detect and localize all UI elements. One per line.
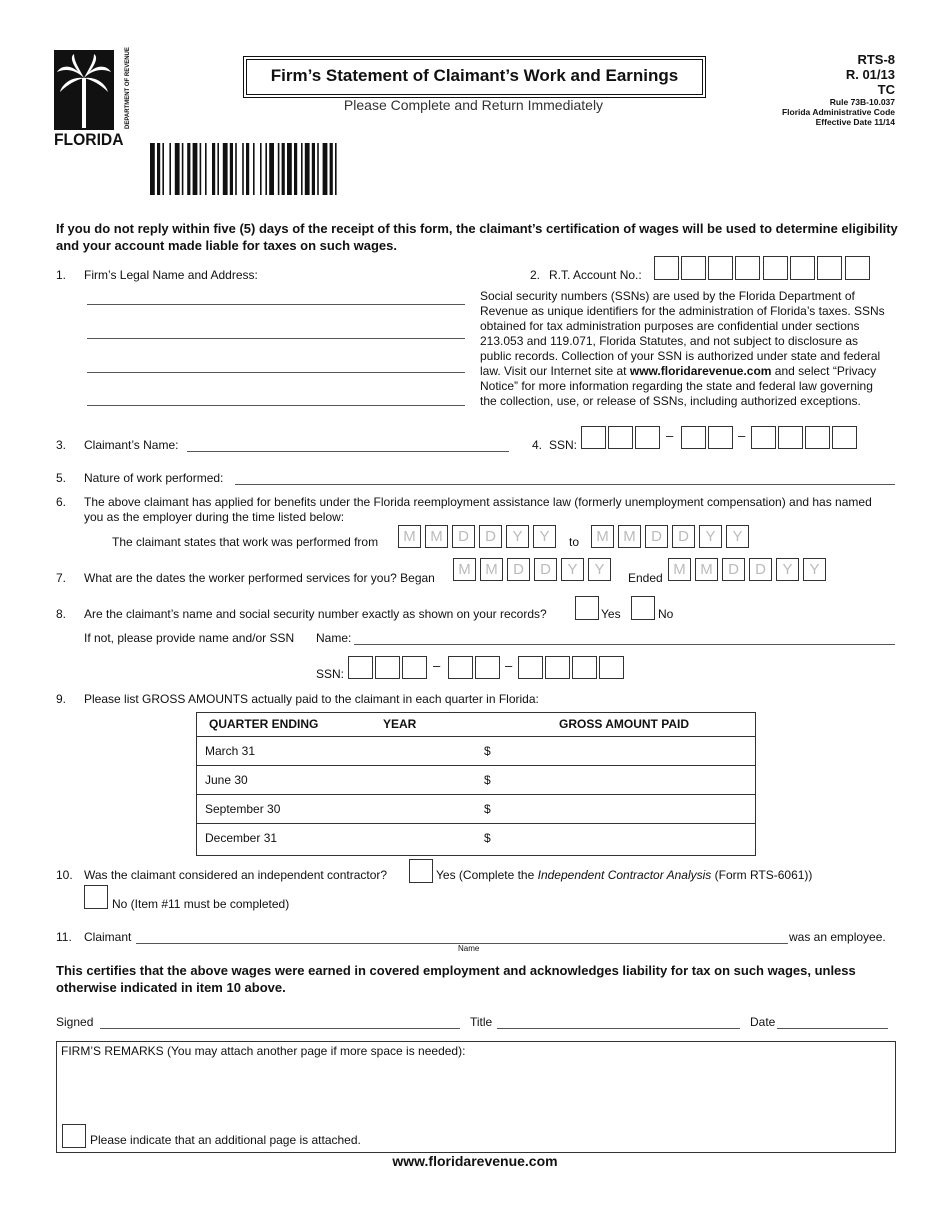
claimant-name-line[interactable] <box>187 437 509 452</box>
item4-label: SSN: <box>549 438 578 452</box>
account-digit-box[interactable] <box>735 256 760 280</box>
item7-number: 7. <box>56 571 67 585</box>
date-digit-box[interactable]: M <box>453 558 476 581</box>
item11-number: 11. <box>56 930 72 944</box>
form-tc: TC <box>877 82 895 97</box>
item8-question: Are the claimant’s name and social security number exactly as shown on your records? <box>84 607 547 621</box>
signature-line[interactable] <box>100 1014 460 1029</box>
form-meta <box>695 52 895 127</box>
date-digit-box[interactable]: M <box>668 558 691 581</box>
remarks-label: FIRM’S REMARKS (You may attach another page if more space is needed): <box>61 1044 466 1058</box>
ssn-digit-box[interactable] <box>348 656 373 679</box>
privacy-text-after: and select “Privacy Notice” for more information regarding the state and federal law governing the collection, use, or release of SSNs, including authorized exceptions. <box>480 364 877 408</box>
item9-label: Please list GROSS AMOUNTS actually paid to the claimant in each quarter in Florida: <box>84 692 539 706</box>
ssn-digit-box[interactable] <box>475 656 500 679</box>
date-digit-box[interactable]: M <box>425 525 448 548</box>
palm-tree-icon <box>54 50 114 130</box>
logo-text: FLORIDA <box>54 130 124 149</box>
table-row[interactable] <box>197 824 755 852</box>
item9-number: 9. <box>56 692 67 706</box>
item8-name-label: Name: <box>316 631 352 645</box>
date-digit-box[interactable]: D <box>645 525 668 548</box>
table-row[interactable] <box>197 737 755 766</box>
account-digit-box[interactable] <box>654 256 679 280</box>
item5-label: Nature of work performed: <box>84 471 224 485</box>
ssn-digit-box[interactable] <box>599 656 624 679</box>
firm-name-line-3[interactable] <box>87 358 465 373</box>
date-digit-box[interactable]: D <box>479 525 502 548</box>
date-digit-box[interactable]: D <box>507 558 530 581</box>
item8-name-line[interactable] <box>354 630 895 645</box>
title-box <box>243 56 706 98</box>
item11-name-line[interactable] <box>136 929 788 944</box>
date-digit-box[interactable]: Y <box>699 525 722 548</box>
table-row[interactable] <box>197 795 755 824</box>
logo-vertical-text: DEPARTMENT OF REVENUE <box>125 47 131 129</box>
item11-suffix: was an employee. <box>789 930 886 944</box>
footer-url[interactable]: www.floridarevenue.com <box>392 1153 558 1169</box>
item8-yes-label: Yes <box>601 607 621 621</box>
signed-label: Signed <box>56 1015 94 1029</box>
additional-page-label: Please indicate that an additional page is attached. <box>90 1133 361 1147</box>
privacy-notice <box>480 289 892 409</box>
header-year: YEAR <box>383 717 417 731</box>
form-effective: Effective Date 11/14 <box>815 117 895 127</box>
item10-yes-post: (Form RTS-6061)) <box>711 868 813 882</box>
firm-name-line-2[interactable] <box>87 324 465 339</box>
row-dollar: $ <box>484 773 491 787</box>
date-digit-box[interactable]: M <box>695 558 718 581</box>
account-digit-box[interactable] <box>708 256 733 280</box>
form-revision: R. 01/13 <box>845 67 895 82</box>
account-digit-box[interactable] <box>763 256 788 280</box>
florida-dor-logo <box>54 47 131 150</box>
header-gross: GROSS AMOUNT PAID <box>559 717 690 731</box>
ssn-digit-box[interactable] <box>448 656 473 679</box>
additional-page-checkbox[interactable] <box>62 1124 86 1148</box>
form-rule: Rule 73B-10.037 <box>829 97 895 107</box>
date-digit-box[interactable]: M <box>480 558 503 581</box>
item6-number: 6. <box>56 495 67 509</box>
title-label: Title <box>470 1015 493 1029</box>
ssn-digit-box[interactable] <box>832 426 857 449</box>
page-subtitle: Please Complete and Return Immediately <box>343 97 604 113</box>
item8-yes-checkbox[interactable] <box>575 596 599 620</box>
ssn-digit-box[interactable] <box>572 656 597 679</box>
header-quarter: QUARTER ENDING <box>209 717 319 731</box>
ssn-dash: – <box>738 428 746 443</box>
account-digit-box[interactable] <box>790 256 815 280</box>
item8-no-checkbox[interactable] <box>631 596 655 620</box>
item2-label: R.T. Account No.: <box>549 268 642 282</box>
ssn-digit-box[interactable] <box>402 656 427 679</box>
row-quarter: September 30 <box>205 802 281 816</box>
item8-no-label: No <box>658 607 674 621</box>
form-code: Florida Administrative Code <box>781 107 895 117</box>
table-row[interactable] <box>197 766 755 795</box>
ssn-digit-box[interactable] <box>581 426 606 449</box>
title-line[interactable] <box>497 1014 740 1029</box>
date-digit-box[interactable]: D <box>672 525 695 548</box>
nature-of-work-line[interactable] <box>235 470 895 485</box>
ssn-digit-box[interactable] <box>708 426 733 449</box>
date-digit-box[interactable]: D <box>722 558 745 581</box>
date-label: Date <box>750 1015 776 1029</box>
privacy-url[interactable]: www.floridarevenue.com <box>629 364 772 378</box>
ssn-digit-box[interactable] <box>681 426 706 449</box>
date-digit-box[interactable]: Y <box>803 558 826 581</box>
ssn-dash: – <box>433 658 441 673</box>
ssn-digit-box[interactable] <box>805 426 830 449</box>
page-title: Firm’s Statement of Claimant’s Work and Earnings <box>270 66 679 85</box>
item8-number: 8. <box>56 607 67 621</box>
item11-sublabel: Name <box>458 944 480 953</box>
date-digit-box[interactable]: Y <box>533 525 556 548</box>
item10-number: 10. <box>56 868 73 882</box>
row-dollar: $ <box>484 744 491 758</box>
account-digit-box[interactable] <box>817 256 842 280</box>
date-digit-box[interactable]: D <box>452 525 475 548</box>
item4-number: 4. <box>532 438 543 452</box>
item8-ssn-label: SSN: <box>316 667 345 681</box>
remarks-box[interactable] <box>56 1041 896 1153</box>
item2-number: 2. <box>530 268 541 282</box>
barcode <box>150 143 438 195</box>
item7-ended-label: Ended <box>628 571 663 585</box>
date-digit-box[interactable]: D <box>534 558 557 581</box>
account-digit-box[interactable] <box>681 256 706 280</box>
item10-no-checkbox[interactable] <box>84 885 108 909</box>
notice-text: If you do not reply within five (5) days of the receipt of this form, the claimant’s certification of wages will be used to determine eligibility and your account made liable for taxes on such wages. <box>56 221 898 253</box>
account-digit-box[interactable] <box>845 256 870 280</box>
item7-label: What are the dates the worker performed services for you? Began <box>84 571 435 585</box>
item10-yes-pre: Yes (Complete the <box>436 868 538 882</box>
ssn-digit-box[interactable] <box>778 426 803 449</box>
ssn-digit-box[interactable] <box>518 656 543 679</box>
gross-amount-table <box>196 712 756 856</box>
row-quarter: December 31 <box>205 831 278 845</box>
table-header <box>197 713 755 737</box>
privacy-text-before: Social security numbers (SSNs) are used by the Florida Department of Revenue as unique identifiers for the administration of Florida’s taxes. SSNs obtained for tax administration purposes are confidential under sections 213.053 and 119.071, Florida Statutes, and not subject to disclosure as public records. Collection of your SSN is authorized under state and federal law. Visit our Internet site at <box>480 289 885 378</box>
item3-label: Claimant’s Name: <box>84 438 179 452</box>
item10-no-label: No (Item #11 must be completed) <box>112 897 290 911</box>
item5-number: 5. <box>56 471 67 485</box>
item10-yes-label <box>436 868 812 882</box>
item11-label: Claimant <box>84 930 132 944</box>
ssn-digit-box[interactable] <box>375 656 400 679</box>
date-digit-box[interactable]: M <box>591 525 614 548</box>
date-digit-box[interactable]: Y <box>726 525 749 548</box>
row-quarter: June 30 <box>205 773 248 787</box>
row-quarter: March 31 <box>205 744 256 758</box>
item8-ifnot-label: If not, please provide name and/or SSN <box>84 631 295 645</box>
firm-name-line-4[interactable] <box>87 391 465 406</box>
item10-question: Was the claimant considered an independent contractor? <box>84 868 388 882</box>
ssn-dash: – <box>666 428 674 443</box>
date-digit-box[interactable]: Y <box>561 558 584 581</box>
ssn-dash: – <box>505 658 513 673</box>
item6-to-label: to <box>569 535 580 549</box>
date-digit-box[interactable]: Y <box>588 558 611 581</box>
ssn-digit-box[interactable] <box>751 426 776 449</box>
item1-number: 1. <box>56 268 67 282</box>
date-digit-box[interactable]: Y <box>506 525 529 548</box>
firm-name-line-1[interactable] <box>87 290 465 305</box>
ssn-digit-box[interactable] <box>545 656 570 679</box>
row-dollar: $ <box>484 831 491 845</box>
item10-yes-checkbox[interactable] <box>409 859 433 883</box>
date-digit-box[interactable]: D <box>749 558 772 581</box>
ssn-digit-box[interactable] <box>608 426 633 449</box>
row-dollar: $ <box>484 802 491 816</box>
date-digit-box[interactable]: M <box>398 525 421 548</box>
date-line[interactable] <box>777 1014 888 1029</box>
date-digit-box[interactable]: Y <box>776 558 799 581</box>
form-id: RTS-8 <box>857 52 895 67</box>
certification-text: This certifies that the above wages were earned in covered employment and acknowledges liability for tax on such wages, unless otherwise indicated in item 10 above. <box>56 963 856 995</box>
date-digit-box[interactable]: M <box>618 525 641 548</box>
item6-states-label: The claimant states that work was performed from <box>112 535 379 549</box>
item10-yes-italic: Independent Contractor Analysis <box>537 868 712 882</box>
item6-text: The above claimant has applied for benefits under the Florida reemployment assistance law (formerly unemployment compensation) and has named you as the employer during the time listed below: <box>84 495 872 524</box>
ssn-digit-box[interactable] <box>635 426 660 449</box>
item1-label: Firm’s Legal Name and Address: <box>84 268 258 282</box>
item3-number: 3. <box>56 438 67 452</box>
